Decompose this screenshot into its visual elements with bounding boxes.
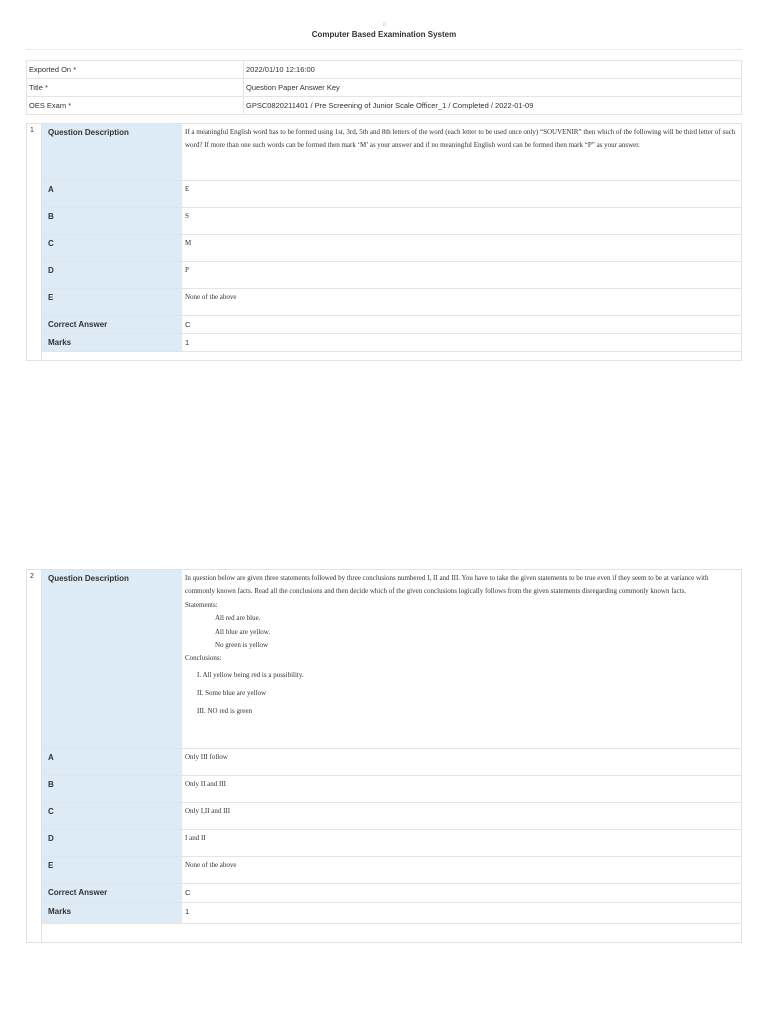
question-description-cell <box>182 570 741 748</box>
question-block-1 <box>26 123 742 361</box>
option-label: C <box>42 802 182 829</box>
option-row-b <box>42 775 741 802</box>
page-title: Computer Based Examination System <box>311 30 457 39</box>
question-description-label: Question Description <box>42 124 182 180</box>
meta-row-exported-on <box>27 61 742 79</box>
question-description-row <box>42 124 741 180</box>
conclusion-item: III. NO red is green <box>197 706 253 715</box>
option-label: E <box>42 288 182 315</box>
option-text: Only III follow <box>182 748 741 775</box>
option-text: I and II <box>182 829 741 856</box>
marks-value: 1 <box>182 333 741 351</box>
statement-item: All blue are yellow. <box>215 627 271 636</box>
option-text: None of the above <box>182 288 741 315</box>
option-row-e <box>42 288 741 315</box>
statements-label: Statements: <box>185 600 218 609</box>
meta-row-oes-exam <box>27 97 742 115</box>
option-label: D <box>42 261 182 288</box>
correct-answer-label: Correct Answer <box>42 315 182 333</box>
statement-item: No green is yellow <box>215 641 269 650</box>
option-label: A <box>42 180 182 207</box>
option-text: Only I,II and III <box>182 802 741 829</box>
option-row-e <box>42 856 741 883</box>
conclusion-item: II. Some blue are yellow <box>197 688 267 697</box>
option-label: B <box>42 207 182 234</box>
question-description-row <box>42 570 741 748</box>
option-label: D <box>42 829 182 856</box>
marks-value: 1 <box>182 902 741 923</box>
meta-row-title <box>27 79 742 97</box>
correct-answer-row <box>42 883 741 902</box>
option-text: P <box>182 261 741 288</box>
option-row-d <box>42 829 741 856</box>
question-description-text: If a meaningful English word has to be formed using 1st, 3rd, 5th and 8th letters of the word (each letter to be used once only) “SOUVENIR” then which of the following will be third letter of such word? If more than one such words can be formed then mark ‘M’ as your answer and if no meaningful English word can be formed then mark “P” as your answer. <box>182 124 741 180</box>
question-description-text: In question below are given three statements followed by three conclusions numbered I, II and III. You have to take the given statements to be true even if they seem to be at variance with commonly known facts. Read all the conclusions and then decide which of the given conclusions logically follows from the given statements disregarding commonly known facts. <box>185 574 709 596</box>
option-label: E <box>42 856 182 883</box>
conclusions-label: Conclusions: <box>185 654 222 663</box>
conclusions-list <box>185 666 737 720</box>
option-text: Only II and III <box>182 775 741 802</box>
option-row-c <box>42 234 741 261</box>
question-description-label: Question Description <box>42 570 182 748</box>
option-label: C <box>42 234 182 261</box>
correct-answer-value: C <box>182 883 741 902</box>
question-number: 2 <box>30 573 34 580</box>
marks-row <box>42 902 741 923</box>
option-text: E <box>182 180 741 207</box>
option-label: B <box>42 775 182 802</box>
header-mark: 0 <box>383 22 386 28</box>
question-table <box>42 124 741 352</box>
export-meta-table <box>26 60 742 115</box>
header-divider <box>26 49 742 50</box>
meta-value: 2022/01/10 12:16:00 <box>244 61 742 79</box>
marks-row <box>42 333 741 351</box>
conclusion-item: I. All yellow being red is a possibility. <box>197 670 304 679</box>
meta-value: GPSC0820211401 / Pre Screening of Junior Scale Officer_1 / Completed / 2022-01-09 <box>244 97 742 115</box>
option-row-b <box>42 207 741 234</box>
option-row-c <box>42 802 741 829</box>
option-row-a <box>42 180 741 207</box>
correct-answer-value: C <box>182 315 741 333</box>
question-number: 1 <box>30 127 34 134</box>
question-table <box>42 570 741 924</box>
meta-label: OES Exam * <box>27 97 244 115</box>
option-text: S <box>182 207 741 234</box>
meta-label: Exported On * <box>27 61 244 79</box>
option-label: A <box>42 748 182 775</box>
option-text: M <box>182 234 741 261</box>
option-row-a <box>42 748 741 775</box>
marks-label: Marks <box>42 902 182 923</box>
meta-value: Question Paper Answer Key <box>244 79 742 97</box>
option-text: None of the above <box>182 856 741 883</box>
question-block-2 <box>26 569 742 943</box>
correct-answer-row <box>42 315 741 333</box>
marks-label: Marks <box>42 333 182 351</box>
statement-item: All red are blue. <box>215 614 261 623</box>
option-row-d <box>42 261 741 288</box>
correct-answer-label: Correct Answer <box>42 883 182 902</box>
meta-label: Title * <box>27 79 244 97</box>
